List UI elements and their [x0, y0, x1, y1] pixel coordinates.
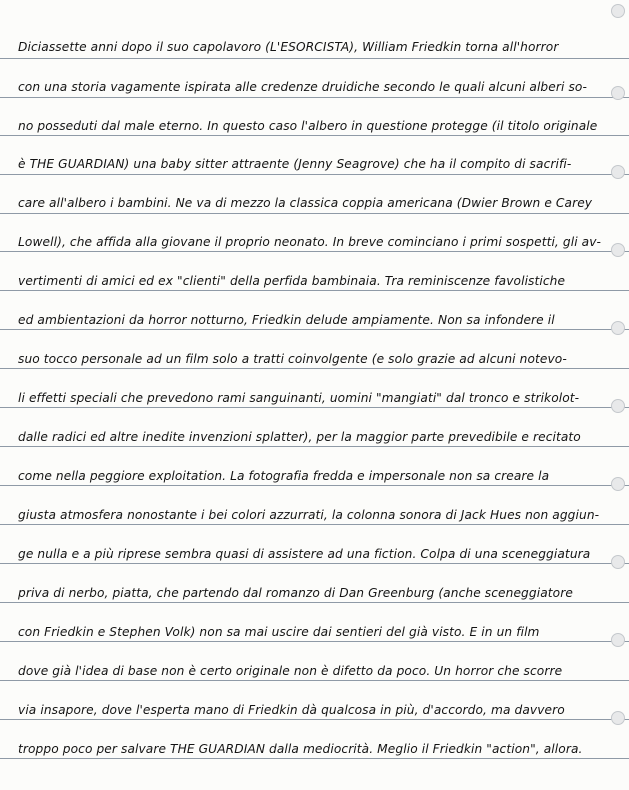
handwritten-line: con Friedkin e Stephen Volk) non sa mai uscire dai sentieri del già visto. E in un film: [18, 625, 540, 639]
handwritten-line: giusta atmosfera nonostante i bei colori azzurrati, la colonna sonora di Jack Hues non aggiun-: [18, 508, 600, 522]
ruled-line: [0, 290, 629, 291]
ruled-line: [0, 524, 629, 525]
ruled-line: [0, 719, 629, 720]
ruled-line: [0, 446, 629, 447]
handwritten-line: priva di nerbo, piatta, che partendo dal romanzo di Dan Greenburg (anche sceneggiatore: [18, 586, 573, 600]
ruled-line: [0, 58, 629, 59]
binding-hole: [611, 633, 625, 647]
handwritten-line: è THE GUARDIAN) una baby sitter attraente (Jenny Seagrove) che ha il compito di sacrifi-: [18, 157, 572, 171]
binding-hole: [611, 86, 625, 100]
ruled-line: [0, 135, 629, 136]
handwritten-line: con una storia vagamente ispirata alle credenze druidiche secondo le quali alcuni alberi so-: [18, 80, 587, 94]
ruled-line: [0, 368, 629, 369]
handwritten-line: suo tocco personale ad un film solo a tratti coinvolgente (e solo grazie ad alcuni notevo-: [18, 352, 567, 366]
handwritten-line: Lowell), che affida alla giovane il proprio neonato. In breve cominciano i primi sospetti, gli av-: [18, 235, 602, 249]
handwritten-line: troppo poco per salvare THE GUARDIAN dalla mediocrità. Meglio il Friedkin "action", allora.: [18, 742, 583, 756]
handwritten-line: li effetti speciali che prevedono rami sanguinanti, uomini "mangiati" dal tronco e strikolot-: [18, 391, 580, 405]
handwritten-line: Diciassette anni dopo il suo capolavoro (L'ESORCISTA), William Friedkin torna all'horror: [18, 40, 559, 54]
handwritten-line: vertimenti di amici ed ex "clienti" della perfida bambinaia. Tra reminiscenze favolistiche: [18, 274, 566, 288]
handwritten-line: via insapore, dove l'esperta mano di Friedkin dà qualcosa in più, d'accordo, ma davvero: [18, 703, 565, 717]
binding-hole: [611, 555, 625, 569]
handwritten-line: ed ambientazioni da horror notturno, Friedkin delude ampiamente. Non sa infondere il: [18, 313, 555, 327]
ruled-line: [0, 97, 629, 98]
binding-hole: [611, 4, 625, 18]
handwritten-line: dalle radici ed altre inedite invenzioni splatter), per la maggior parte prevedibile e recitato: [18, 430, 581, 444]
ruled-line: [0, 174, 629, 175]
handwritten-line: no posseduti dal male eterno. In questo caso l'albero in questione protegge (il titolo originale: [18, 119, 598, 133]
ruled-line: [0, 641, 629, 642]
handwritten-line: come nella peggiore exploitation. La fotografia fredda e impersonale non sa creare la: [18, 469, 550, 483]
binding-hole: [611, 711, 625, 725]
ruled-line: [0, 680, 629, 681]
handwritten-line: care all'albero i bambini. Ne va di mezzo la classica coppia americana (Dwier Brown e Carey: [18, 196, 593, 210]
binding-hole: [611, 399, 625, 413]
handwritten-line: dove già l'idea di base non è certo originale non è difetto da poco. Un horror che scorre: [18, 664, 563, 678]
ruled-line: [0, 563, 629, 564]
ruled-line: [0, 407, 629, 408]
ruled-line: [0, 758, 629, 759]
handwritten-line: ge nulla e a più riprese sembra quasi di assistere ad una fiction. Colpa di una sceneggiatura: [18, 547, 591, 561]
ruled-line: [0, 213, 629, 214]
binding-hole: [611, 321, 625, 335]
ruled-line: [0, 251, 629, 252]
ruled-line: [0, 329, 629, 330]
binding-hole: [611, 165, 625, 179]
ruled-line: [0, 485, 629, 486]
binding-hole: [611, 243, 625, 257]
ruled-line: [0, 602, 629, 603]
binding-hole: [611, 477, 625, 491]
